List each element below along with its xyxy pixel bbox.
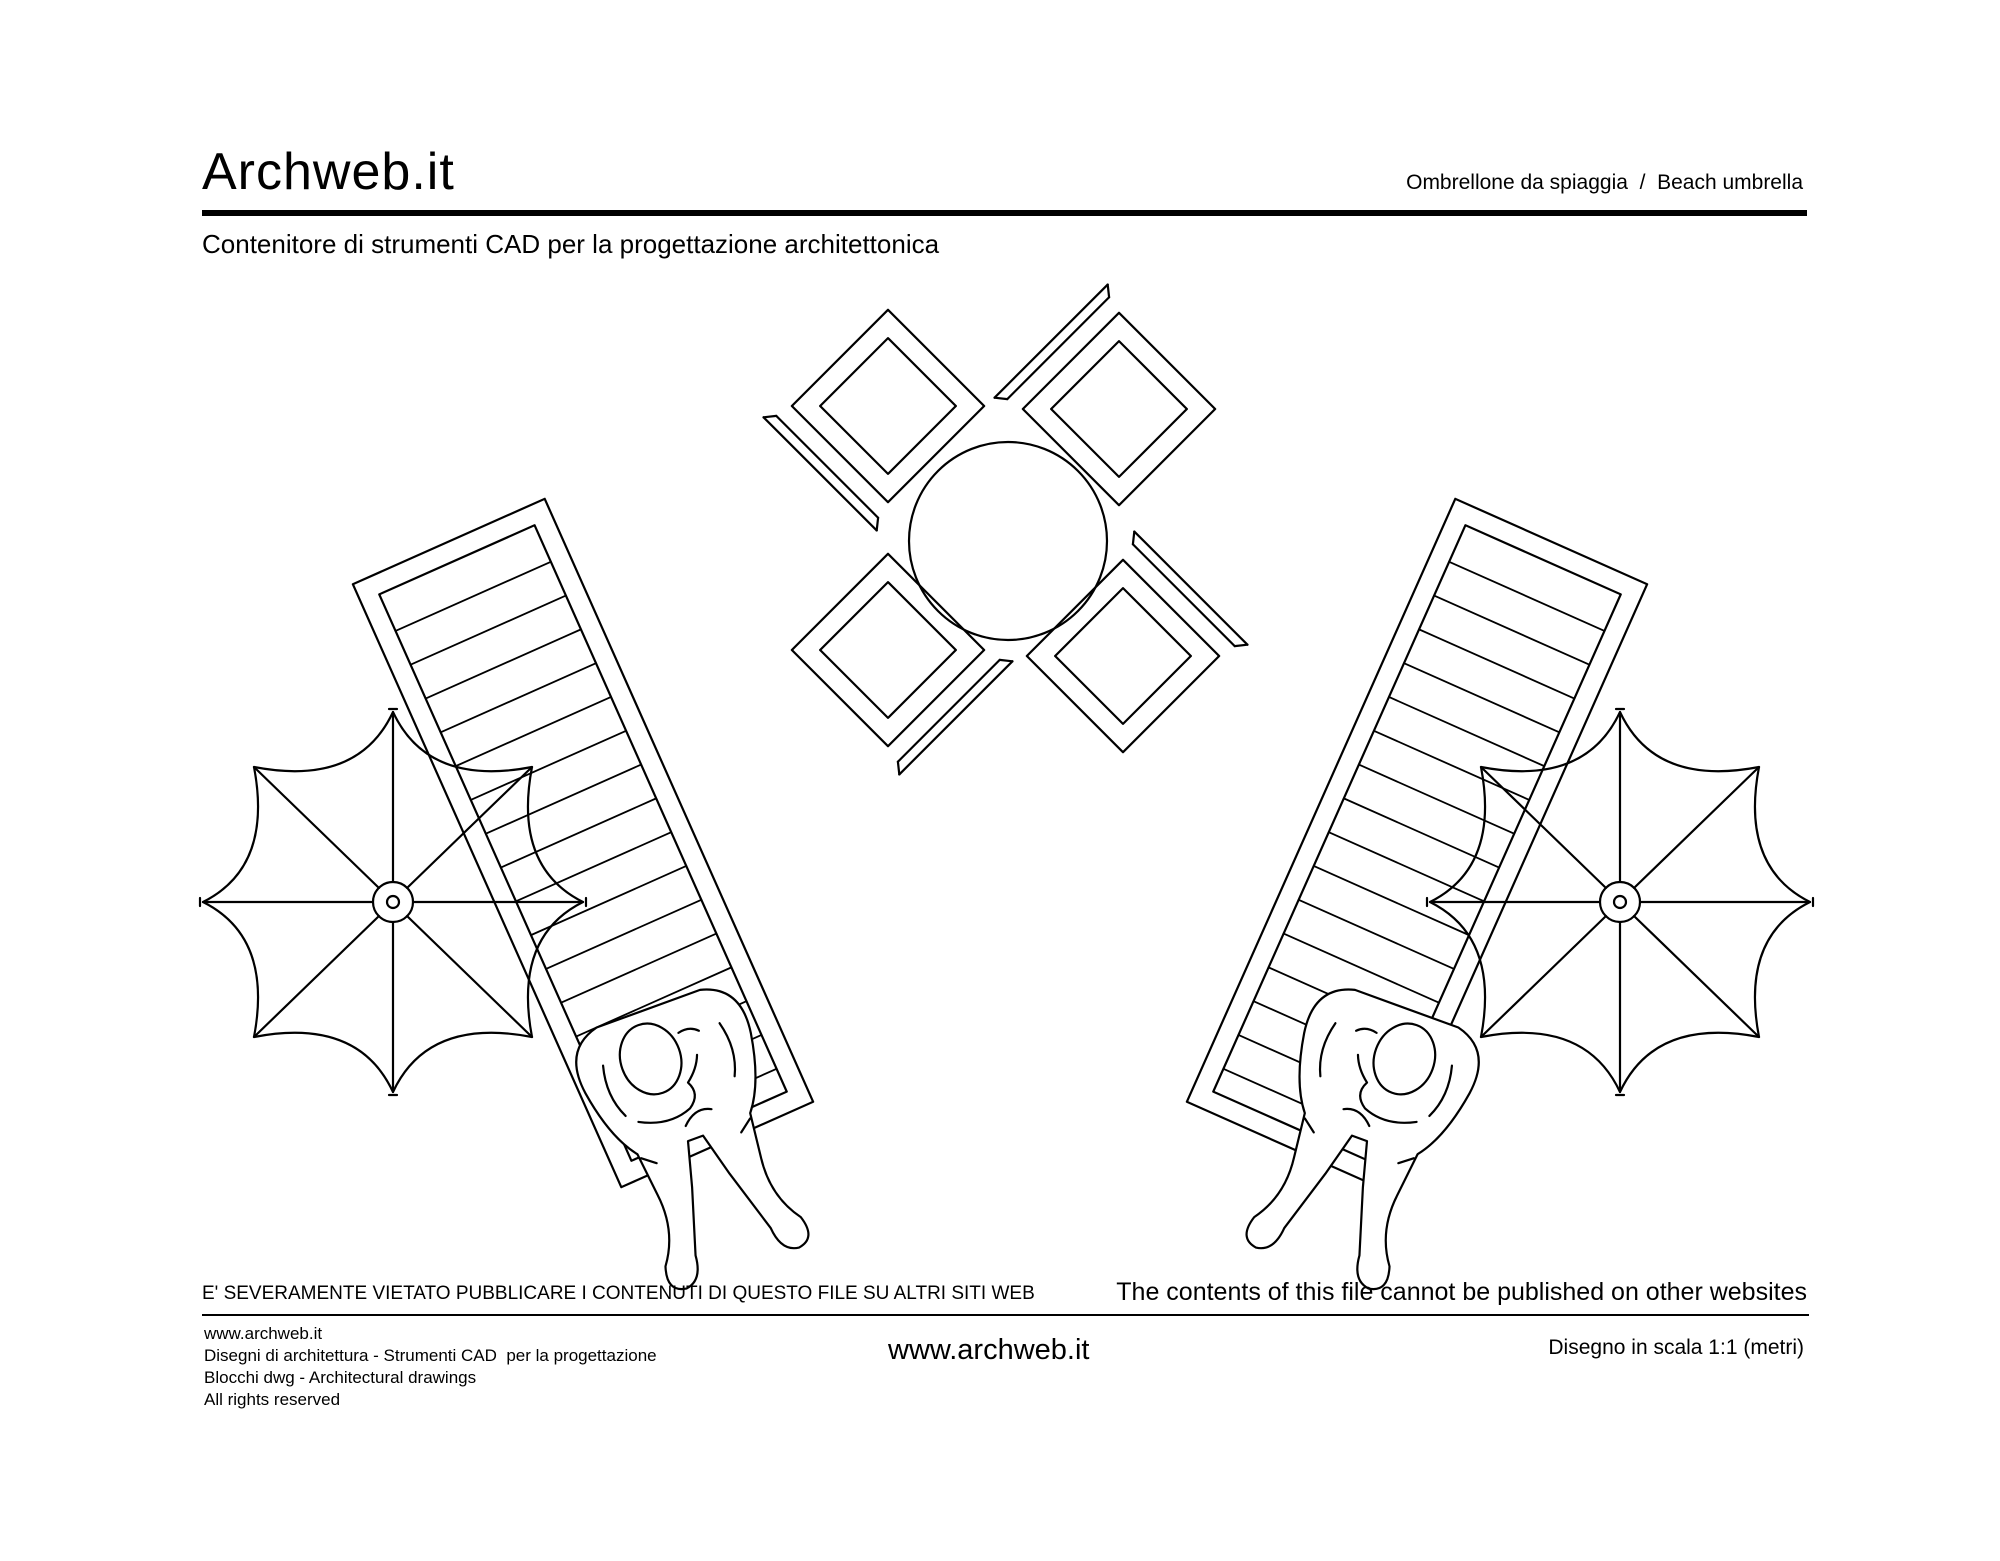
header-subtitle: Contenitore di strumenti CAD per la progettazione architettonica [202,229,940,259]
footer-website: www.archweb.it [888,1334,1090,1366]
chair [1018,532,1247,761]
footer-divider [202,1314,1809,1316]
chair [783,545,1012,774]
chair [764,301,993,530]
beach-umbrella [1427,709,1813,1095]
footer-line: www.archweb.it [204,1324,323,1343]
drawing-title: Ombrellone da spiaggia / Beach umbrella [1406,171,1803,194]
round-table [909,442,1107,640]
footer-line: All rights reserved [204,1390,341,1409]
beach-umbrella [200,709,586,1095]
notice-italian: E' SEVERAMENTE VIETATO PUBBLICARE I CONTENUTI DI QUESTO FILE SU ALTRI SITI WEB [202,1283,1035,1304]
footer-line: Disegni di architettura - Strumenti CAD per la progettazione [204,1346,657,1365]
footer-line: Blocchi dwg - Architectural drawings [204,1368,477,1387]
notice-english: The contents of this file cannot be published on other websites [1116,1278,1807,1306]
footer-scale-note: Disegno in scala 1:1 (metri) [1548,1336,1804,1359]
footer-credits [204,1323,657,1411]
chair [995,285,1224,514]
brand-logo-text: Archweb.it [202,143,455,201]
person [565,978,827,1298]
